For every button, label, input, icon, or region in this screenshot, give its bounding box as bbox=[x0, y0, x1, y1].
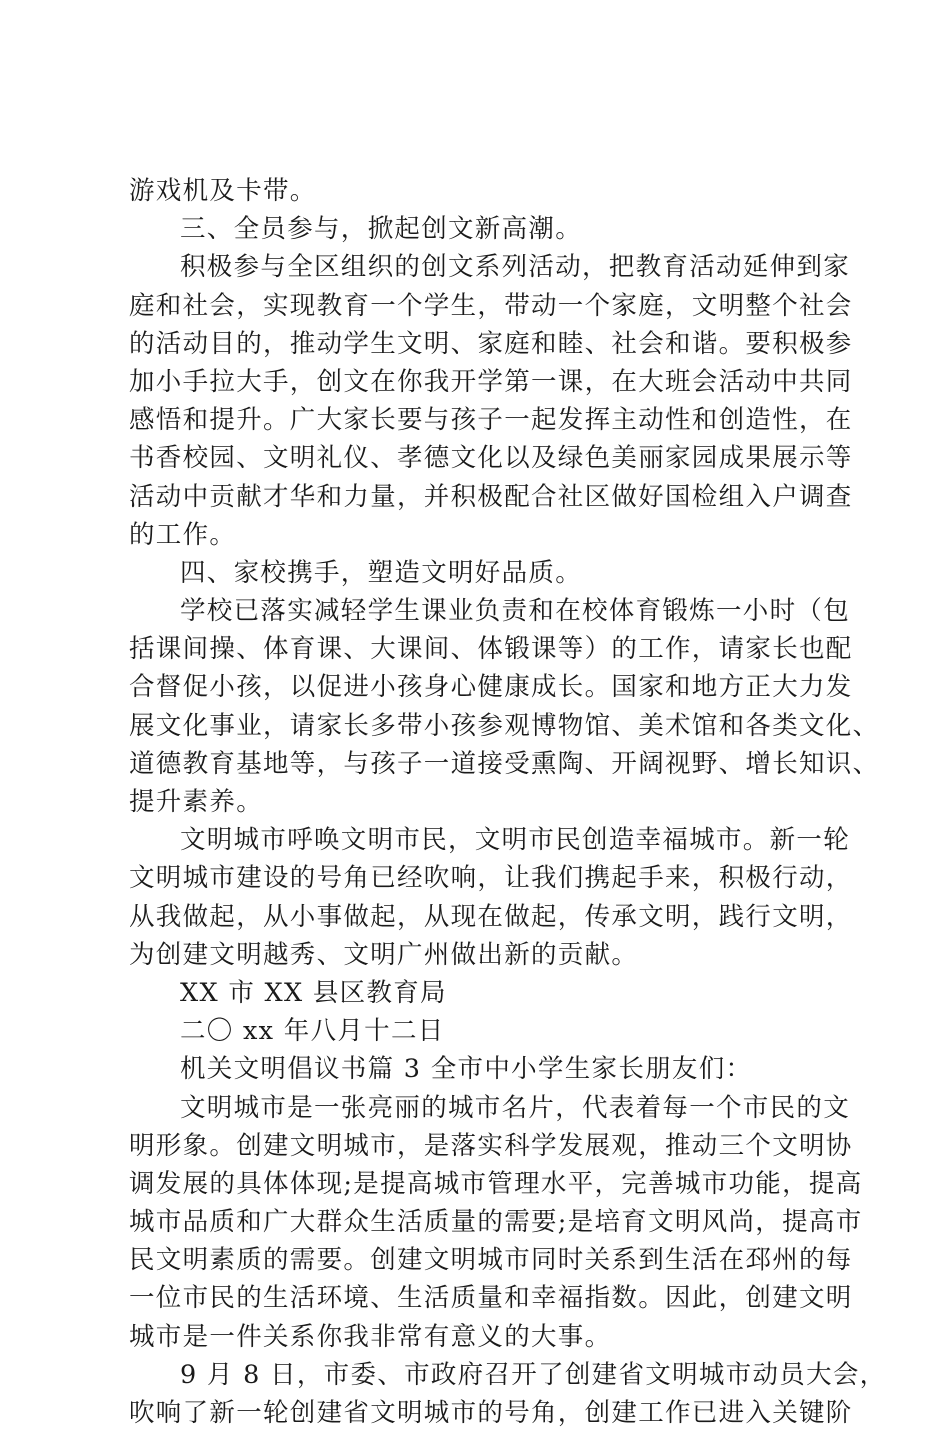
text-line: 书香校园、文明礼仪、孝德文化以及绿色美丽家园成果展示等 bbox=[129, 443, 853, 474]
text-line: 9 月 8 日，市委、市政府召开了创建省文明城市动员大会， bbox=[180, 1359, 887, 1390]
text-line: 加小手拉大手，创文在你我开学第一课，在大班会活动中共同 bbox=[129, 366, 853, 397]
text-line: 四、家校携手，塑造文明好品质。 bbox=[180, 557, 583, 588]
text-line: 从我做起，从小事做起，从现在做起，传承文明，践行文明， bbox=[129, 901, 853, 932]
text-line: 庭和社会，实现教育一个学生，带动一个家庭，文明整个社会 bbox=[129, 290, 853, 321]
text-line: 括课间操、体育课、大课间、体锻课等）的工作，请家长也配 bbox=[129, 634, 853, 665]
text-line: XX 市 XX 县区教育局 bbox=[180, 977, 447, 1008]
text-line: 调发展的具体体现;是提高城市管理水平，完善城市功能，提高 bbox=[129, 1168, 863, 1199]
text-line: 展文化事业，请家长多带小孩参观博物馆、美术馆和各类文化、 bbox=[129, 710, 880, 741]
text-line: 游戏机及卡带。 bbox=[129, 176, 317, 206]
text-line: 积极参与全区组织的创文系列活动，把教育活动延伸到家 bbox=[180, 252, 851, 283]
text-line: 明形象。创建文明城市，是落实科学发展观，推动三个文明协 bbox=[129, 1130, 853, 1161]
text-line: 感悟和提升。广大家长要与孩子一起发挥主动性和创造性，在 bbox=[129, 405, 853, 436]
text-line: 为创建文明越秀、文明广州做出新的贡献。 bbox=[129, 939, 639, 970]
text-line: 吹响了新一轮创建省文明城市的号角，创建工作已进入关键阶 bbox=[129, 1398, 853, 1428]
text-line: 三、全员参与，掀起创文新高潮。 bbox=[180, 214, 583, 245]
text-line: 城市品质和广大群众生活质量的需要;是培育文明风尚，提高市 bbox=[129, 1207, 863, 1238]
text-line: 的活动目的，推动学生文明、家庭和睦、社会和谐。要积极参 bbox=[129, 328, 853, 359]
text-line: 文明城市是一张亮丽的城市名片，代表着每一个市民的文 bbox=[180, 1092, 851, 1123]
text-line: 文明城市建设的号角已经吹响，让我们携起手来，积极行动， bbox=[129, 863, 853, 894]
text-line: 学校已落实减轻学生课业负责和在校体育锻炼一小时（包 bbox=[180, 596, 851, 627]
text-line: 机关文明倡议书篇 3 全市中小学生家长朋友们： bbox=[180, 1054, 753, 1085]
text-line: 提升素养。 bbox=[129, 787, 264, 817]
text-line: 的工作。 bbox=[129, 519, 237, 550]
text-line: 民文明素质的需要。创建文明城市同时关系到生活在邳州的每 bbox=[129, 1245, 853, 1276]
text-line: 文明城市呼唤文明市民，文明市民创造幸福城市。新一轮 bbox=[180, 825, 851, 856]
text-line: 二〇 xx 年八月十二日 bbox=[180, 1016, 445, 1047]
text-line: 道德教育基地等，与孩子一道接受熏陶、开阔视野、增长知识、 bbox=[129, 748, 880, 779]
text-line: 城市是一件关系你我非常有意义的大事。 bbox=[129, 1321, 612, 1352]
text-line: 一位市民的生活环境、生活质量和幸福指数。因此，创建文明 bbox=[129, 1283, 853, 1314]
text-line: 活动中贡献才华和力量，并积极配合社区做好国检组入户调查 bbox=[129, 481, 853, 512]
document-body bbox=[129, 172, 887, 1432]
text-line: 合督促小孩，以促进小孩身心健康成长。国家和地方正大力发 bbox=[129, 672, 853, 703]
